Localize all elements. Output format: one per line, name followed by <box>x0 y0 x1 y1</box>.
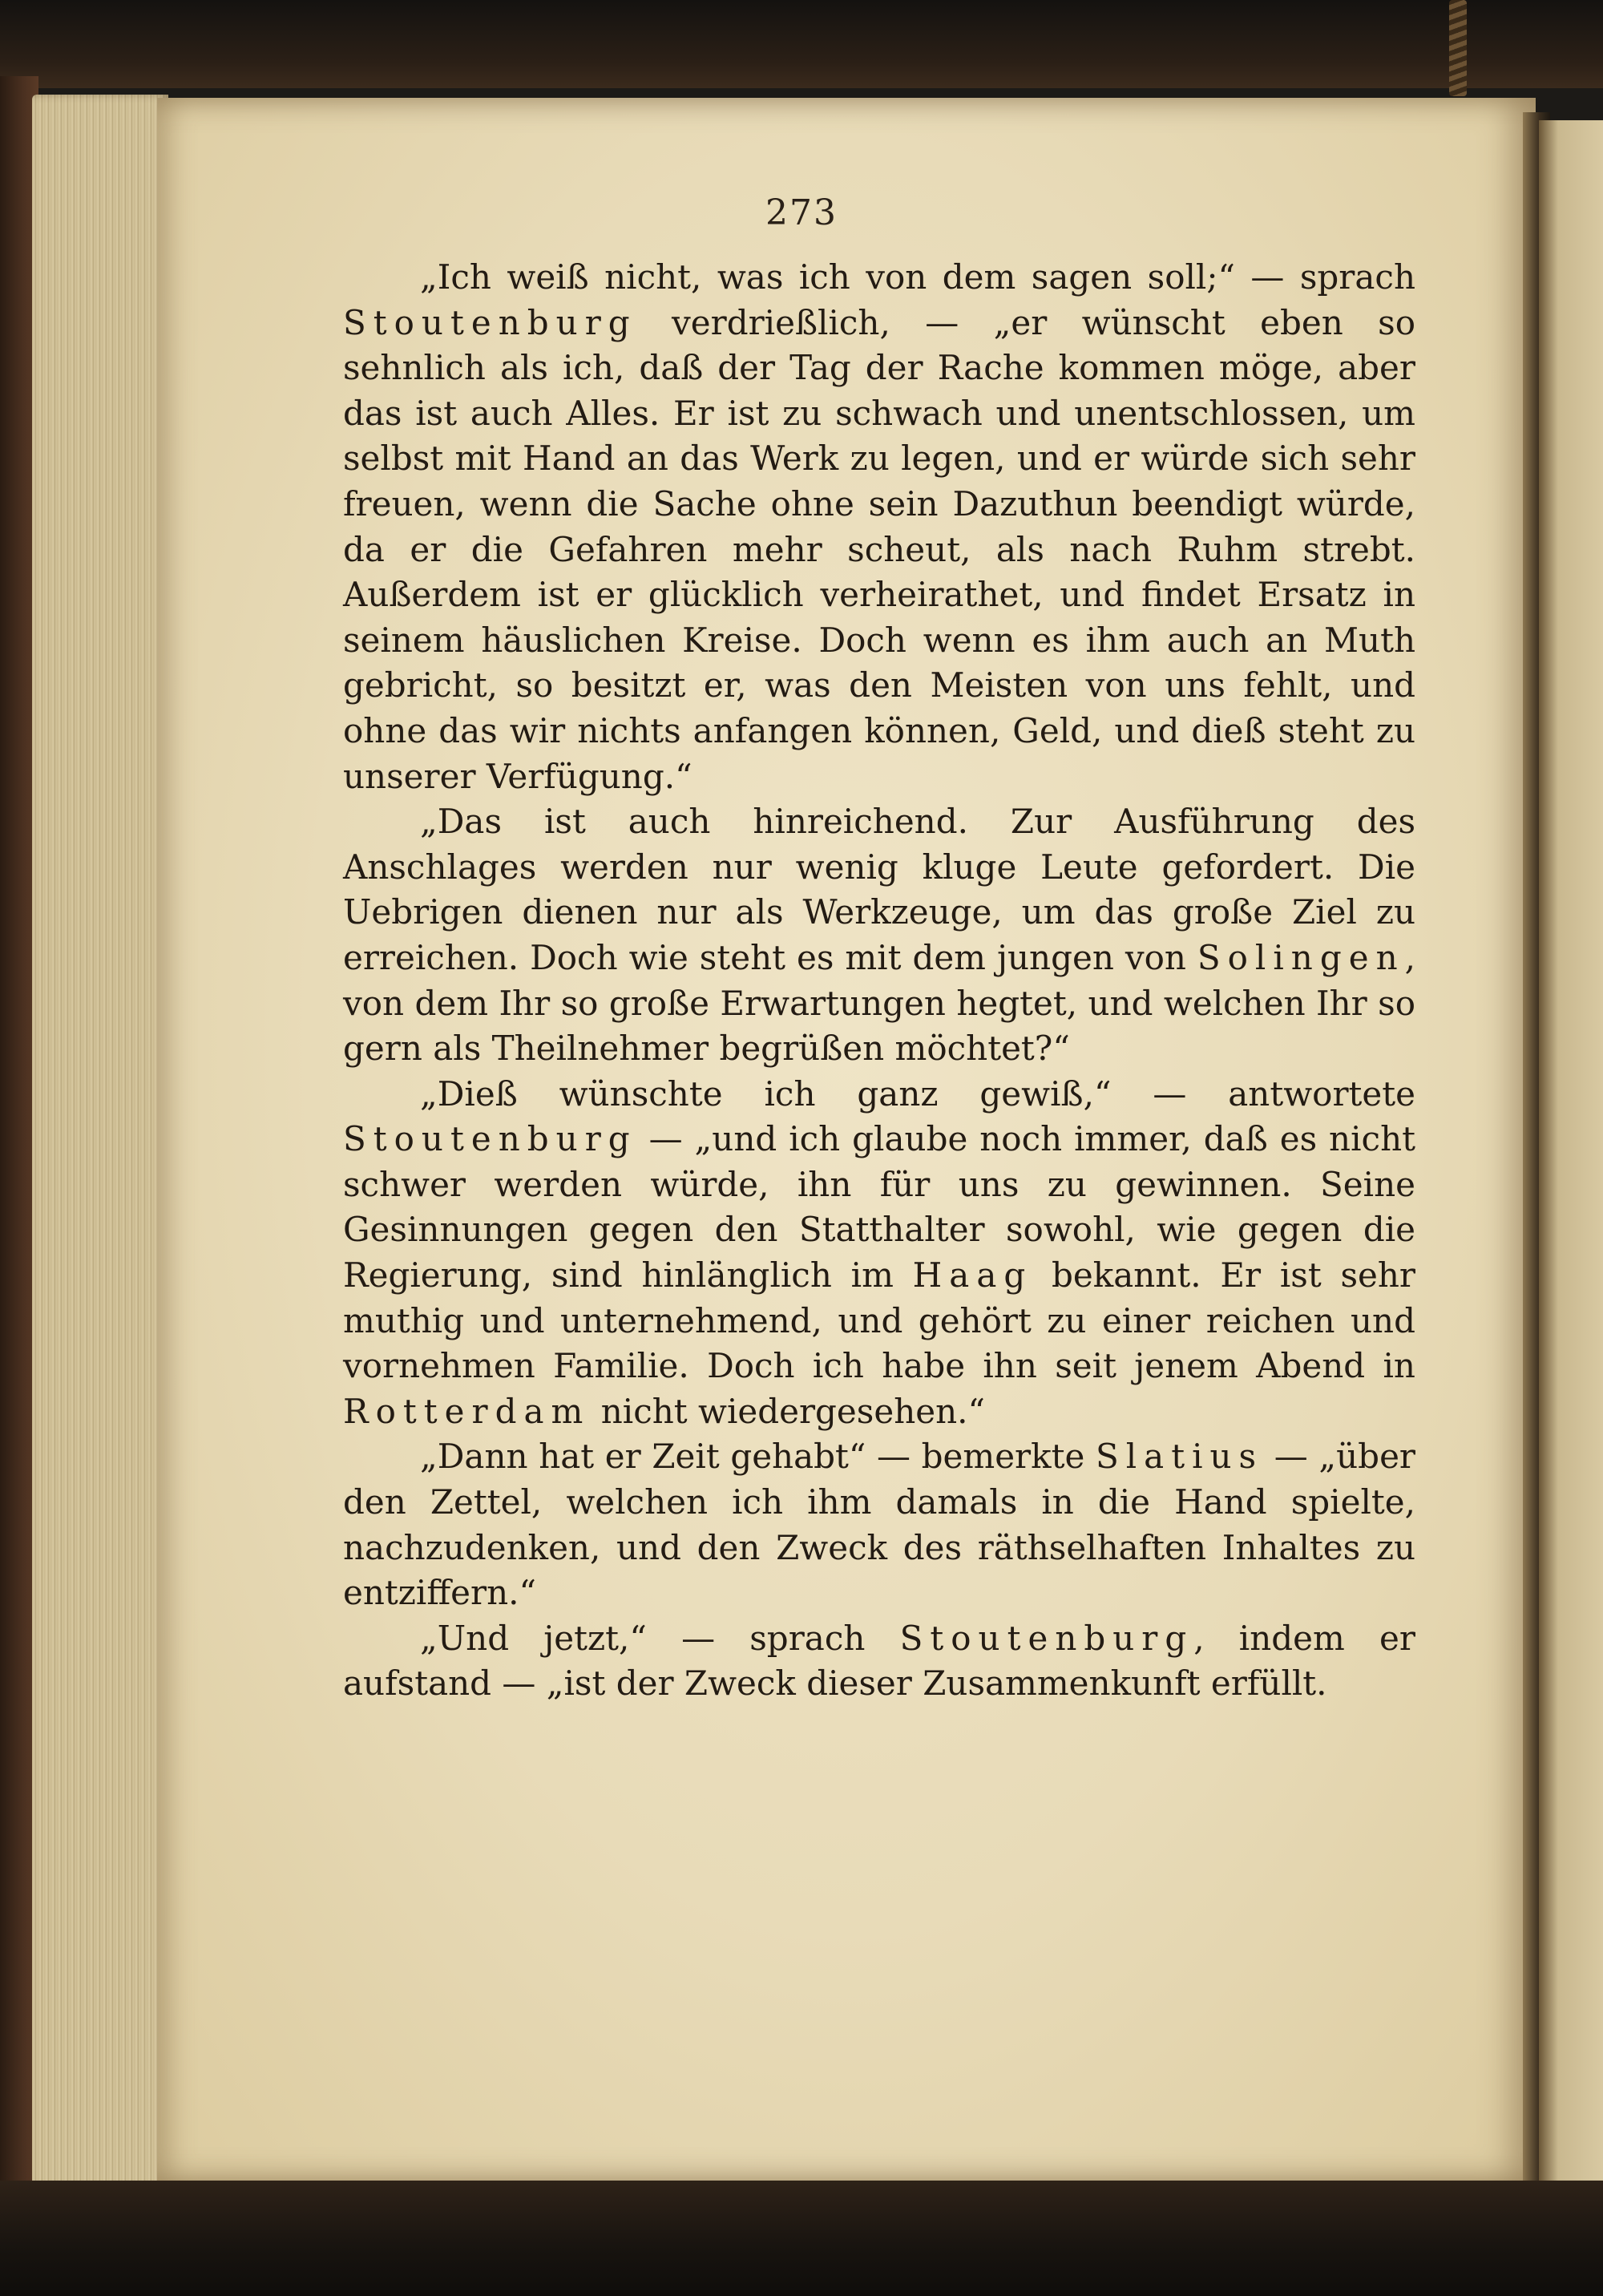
page-edges <box>32 95 168 2187</box>
spaced-name: Haag <box>912 1255 1033 1296</box>
text-run: bekannt. Er ist sehr muthig und unternehmend, und gehört zu einer reichen und vornehmen Familie. Doch ich habe ihn seit jenem Abend in <box>343 1255 1415 1386</box>
page-body-text <box>343 255 1415 1707</box>
spaced-name: Slatius <box>1095 1437 1264 1477</box>
paragraph <box>343 255 1415 799</box>
paragraph <box>343 1434 1415 1615</box>
string-tie <box>1449 0 1467 96</box>
text-run: — „über den Zettel, welchen ich ihm damals in die Hand spielte, nachzudenken, und den Zweck des räthselhaften Inhaltes zu entziffern.“ <box>343 1437 1416 1613</box>
facing-page-edge <box>1539 120 1603 2181</box>
page-number: 273 <box>765 192 838 233</box>
binding-top <box>0 0 1603 88</box>
text-run: „Das ist auch hinreichend. Zur Ausführung des Anschlages werden nur wenig kluge Leute gefordert. Die Uebrigen dienen nur als Werkzeuge, um das große Ziel zu erreichen. Doch wie steht es mit dem jungen von <box>343 802 1415 977</box>
spaced-name: Stoutenburg <box>343 1119 637 1159</box>
text-run: , indem er aufstand — „ist der Zweck dieser Zusammenkunft erfüllt. <box>343 1618 1415 1704</box>
text-run: — „und ich glaube noch immer, daß es nicht schwer werden würde, ihn für uns zu gewinnen. Seine Gesinnungen gegen den Statthalter sowohl, wie gegen die Regierung, sind hinlänglich im <box>343 1119 1415 1296</box>
paragraph <box>343 1616 1415 1707</box>
text-run: „Dann hat er Zeit gehabt“ — bemerkte <box>420 1437 1096 1477</box>
text-run: nicht wiedergesehen.“ <box>590 1391 985 1431</box>
paragraph <box>343 799 1415 1072</box>
text-run: , von dem Ihr so große Erwartungen hegtet, und welchen Ihr so gern als Theilnehmer begrüßen möchtet?“ <box>343 937 1415 1069</box>
text-run: „Ich weiß nicht, was ich von dem sagen soll;“ — sprach <box>420 257 1415 297</box>
text-run: „Und jetzt,“ — sprach <box>420 1618 900 1658</box>
text-run: verdrießlich, — „er wünscht eben so sehnlich als ich, daß der Tag der Rache kommen möge, aber das ist auch Alles. Er ist zu schwach und unentschlossen, um selbst mit Hand an das Werk zu legen, und er würde sich sehr freuen, wenn die Sache ohne sein Dazuthun beendigt würde, da er die Gefahren mehr scheut, als nach Ruhm strebt. Außerdem ist er glücklich verheirathet, und findet Ersatz in seinem häuslichen Kreise. Doch wenn es ihm auch an Muth gebricht, so besitzt er, was den Meisten von uns fehlt, und ohne das wir nichts anfangen können, Geld, und dieß steht zu unserer Verfügung.“ <box>343 302 1415 796</box>
binding-bottom <box>0 2181 1603 2296</box>
spaced-name: Stoutenburg <box>343 302 637 342</box>
spaced-name: Stoutenburg <box>899 1618 1194 1658</box>
spaced-name: Solingen <box>1197 937 1405 977</box>
paragraph <box>343 1072 1415 1435</box>
spaced-name: Rotterdam <box>343 1391 591 1431</box>
text-run: „Dieß wünschte ich ganz gewiß,“ — antwortete <box>420 1073 1415 1114</box>
